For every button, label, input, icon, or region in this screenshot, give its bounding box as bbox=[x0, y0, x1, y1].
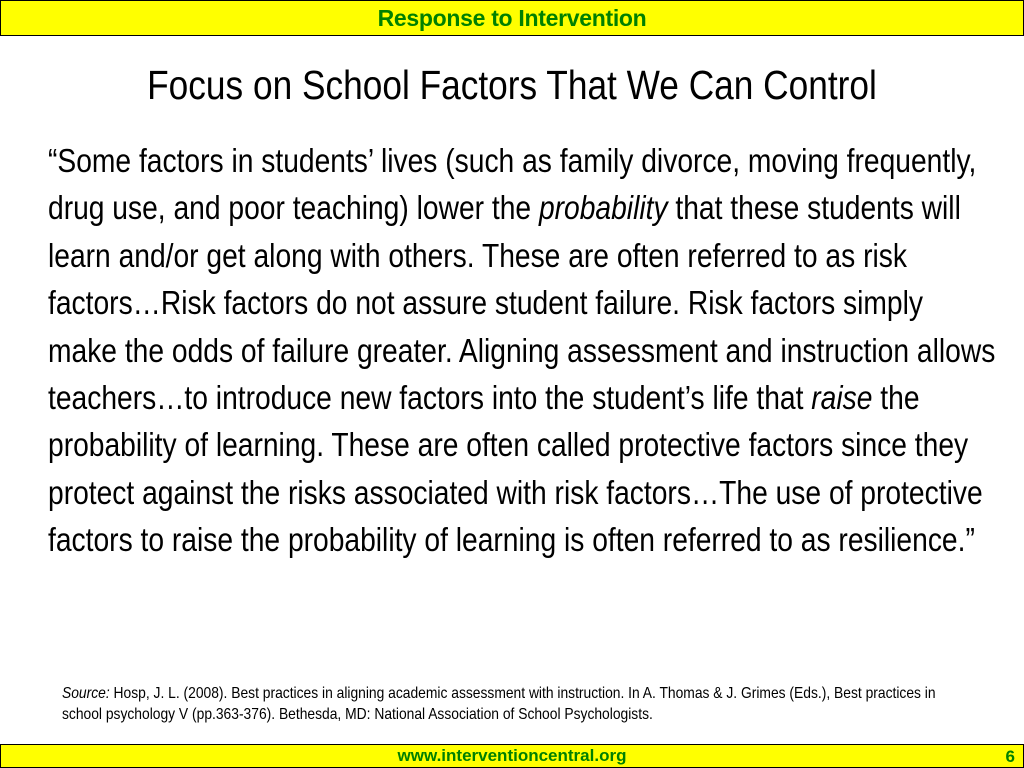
source-citation bbox=[62, 683, 979, 725]
header-title: Response to Intervention bbox=[377, 4, 647, 31]
source-citation-text: Hosp, J. L. (2008). Best practices in aligning academic assessment with instruction. In A. Thomas & J. Grimes (Eds.), Best practices in school psychology V (pp.363-376). Bethesda, MD: National Association of School Psychologists. bbox=[62, 685, 936, 723]
quote-emphasis-raise: raise bbox=[811, 379, 873, 417]
quote-emphasis-probability: probability bbox=[538, 189, 668, 227]
quote-text bbox=[48, 137, 997, 564]
page-number: 6 bbox=[1005, 747, 1015, 766]
quote-part-2: that these students will learn and/or get along with others. These are often referred to as risk factors…Risk factors do not assure student failure. Risk factors simply make the odds of failure greater. Aligning assessment and instruction allows teachers…to introduce new factors into the student’s life that bbox=[48, 189, 996, 417]
header-bar bbox=[0, 0, 1024, 36]
footer-bar bbox=[0, 744, 1024, 768]
slide-title: Focus on School Factors That We Can Control bbox=[147, 62, 877, 108]
footer-website-link[interactable]: www.interventioncentral.org bbox=[397, 746, 627, 765]
source-label: Source: bbox=[62, 685, 110, 702]
quote-part-3: the probability of learning. These are often called protective factors since they protect against the risks associated with risk factors…The use of protective factors to raise the probability of learning is often referred to as resilience.” bbox=[48, 379, 983, 559]
quote-part-1: “Some factors in students’ lives (such as family divorce, moving frequently, drug use, and poor teaching) lower the bbox=[48, 142, 977, 227]
